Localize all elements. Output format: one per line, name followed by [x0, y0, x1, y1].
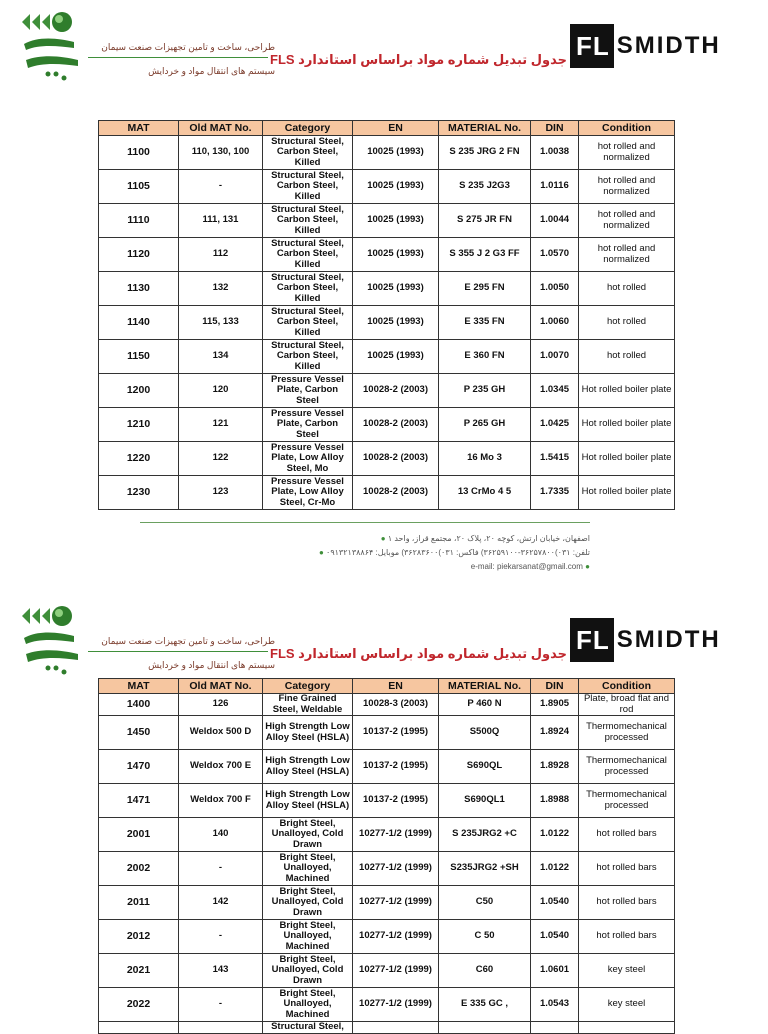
cell-category: Bright Steel, Unalloyed, Cold Drawn: [263, 818, 353, 852]
bullet-icon: ●: [380, 534, 386, 543]
cell-old: 121: [179, 408, 263, 442]
table-header-row: [99, 121, 675, 136]
cell-category: Structural Steel, Carbon Steel, Killed: [263, 136, 353, 170]
cell-en: 10028-3 (2003): [353, 694, 439, 716]
cell-material: S690QL: [439, 750, 531, 784]
column-header: Old MAT No.: [179, 121, 263, 136]
cell-din: 1.0425: [531, 408, 579, 442]
cell-condition: [579, 1022, 675, 1034]
cell-category: High Strength Low Alloy Steel (HSLA): [263, 716, 353, 750]
cell-material: S 235 J2G3: [439, 170, 531, 204]
cell-din: 1.0570: [531, 238, 579, 272]
cell-condition: key steel: [579, 954, 675, 988]
column-header: Condition: [579, 679, 675, 694]
page-header-2: [0, 594, 768, 684]
cell-old: Weldox 500 D: [179, 716, 263, 750]
cell-material: S 235JRG2 +C: [439, 818, 531, 852]
cell-condition: Thermomechanical processed: [579, 750, 675, 784]
cell-en: 10137-2 (1995): [353, 750, 439, 784]
address-text: اصفهان، خیابان ارتش، کوچه ۲۰، پلاک ۲۰، مجتمع قراز، واحد ۱: [387, 534, 590, 543]
table-header-row: [99, 679, 675, 694]
table-row: [99, 306, 675, 340]
table-row: [99, 204, 675, 238]
cell-old: 142: [179, 886, 263, 920]
cell-din: 1.8924: [531, 716, 579, 750]
material-table-2: [98, 678, 675, 1034]
column-header: Old MAT No.: [179, 679, 263, 694]
table-row: [99, 442, 675, 476]
cell-condition: hot rolled bars: [579, 920, 675, 954]
cell-category: Structural Steel,: [263, 1022, 353, 1034]
cell-category: Pressure Vessel Plate, Low Alloy Steel, Mo: [263, 442, 353, 476]
cell-category: Structural Steel, Carbon Steel, Killed: [263, 272, 353, 306]
cell-mat: 1210: [99, 408, 179, 442]
table-row: [99, 818, 675, 852]
table-row: [99, 408, 675, 442]
table-row: [99, 374, 675, 408]
cell-condition: hot rolled and normalized: [579, 136, 675, 170]
footer-phones: [319, 548, 590, 557]
cell-mat: 1220: [99, 442, 179, 476]
cell-mat: 1105: [99, 170, 179, 204]
cell-en: 10028-2 (2003): [353, 442, 439, 476]
cell-din: 1.0122: [531, 818, 579, 852]
tagline-1: طراحی، ساخت و تامین تجهیزات صنعت سیمان: [101, 636, 275, 646]
cell-en: 10277-1/2 (1999): [353, 954, 439, 988]
flsmidth-logo: [570, 618, 721, 662]
cell-condition: Plate, broad flat and rod: [579, 694, 675, 716]
document-title: جدول تبدیل شماره مواد براساس استاندارد FLS: [270, 646, 567, 661]
cell-old: 120: [179, 374, 263, 408]
table-row: [99, 852, 675, 886]
cell-en: 10025 (1993): [353, 136, 439, 170]
cell-category: Bright Steel, Unalloyed, Cold Drawn: [263, 954, 353, 988]
cell-old: 112: [179, 238, 263, 272]
cell-category: Pressure Vessel Plate, Carbon Steel: [263, 408, 353, 442]
cell-category: High Strength Low Alloy Steel (HSLA): [263, 750, 353, 784]
cell-old: 122: [179, 442, 263, 476]
cell-material: E 335 FN: [439, 306, 531, 340]
cell-mat: 2011: [99, 886, 179, 920]
column-header: EN: [353, 121, 439, 136]
cell-en: 10025 (1993): [353, 272, 439, 306]
cell-din: 1.0540: [531, 886, 579, 920]
cell-din: 1.7335: [531, 476, 579, 510]
table-row: [99, 954, 675, 988]
cell-condition: hot rolled: [579, 272, 675, 306]
cell-category: Fine Grained Steel, Weldable: [263, 694, 353, 716]
cell-mat: 1400: [99, 694, 179, 716]
cell-din: [531, 1022, 579, 1034]
table-row: [99, 340, 675, 374]
page-header-1: [0, 0, 768, 90]
cell-material: P 265 GH: [439, 408, 531, 442]
cell-mat: 1471: [99, 784, 179, 818]
phones-text: تلفن: ۰۳۱)۳۶۲۵۷۸۰۰-۳۶۲۵۹۱۰۰) فاکس: ۰۳۱)۳۶۲۸۳۶۰۰) موبایل: ۰۹۱۳۲۱۳۸۸۶۴: [326, 548, 590, 557]
cell-mat: 1150: [99, 340, 179, 374]
cell-mat: 1110: [99, 204, 179, 238]
paykar-logo-icon: [18, 8, 98, 86]
cell-en: 10277-1/2 (1999): [353, 852, 439, 886]
cell-en: 10277-1/2 (1999): [353, 886, 439, 920]
cell-condition: hot rolled and normalized: [579, 204, 675, 238]
cell-en: 10025 (1993): [353, 238, 439, 272]
column-header: DIN: [531, 121, 579, 136]
bullet-icon: ●: [585, 562, 590, 571]
cell-condition: hot rolled bars: [579, 818, 675, 852]
flsmidth-logo-box: FL: [570, 618, 614, 662]
cell-old: -: [179, 170, 263, 204]
paykar-logo-icon: [18, 602, 98, 680]
cell-category: Structural Steel, Carbon Steel, Killed: [263, 340, 353, 374]
cell-old: -: [179, 920, 263, 954]
cell-material: P 460 N: [439, 694, 531, 716]
cell-condition: hot rolled and normalized: [579, 170, 675, 204]
cell-en: 10277-1/2 (1999): [353, 818, 439, 852]
contact-footer: [140, 520, 590, 580]
cell-din: 1.0540: [531, 920, 579, 954]
cell-old: 132: [179, 272, 263, 306]
cell-category: Pressure Vessel Plate, Carbon Steel: [263, 374, 353, 408]
cell-mat: 2012: [99, 920, 179, 954]
cell-old: -: [179, 852, 263, 886]
cell-material: [439, 1022, 531, 1034]
cell-din: 1.8905: [531, 694, 579, 716]
cell-condition: hot rolled bars: [579, 852, 675, 886]
email-text: e-mail: piekarsanat@gmail.com: [470, 562, 583, 571]
cell-en: 10025 (1993): [353, 204, 439, 238]
cell-category: Pressure Vessel Plate, Low Alloy Steel, Cr-Mo: [263, 476, 353, 510]
cell-condition: Hot rolled boiler plate: [579, 442, 675, 476]
cell-din: 1.0543: [531, 988, 579, 1022]
cell-material: C50: [439, 886, 531, 920]
cell-mat: 1130: [99, 272, 179, 306]
cell-material: S 235 JRG 2 FN: [439, 136, 531, 170]
cell-material: S500Q: [439, 716, 531, 750]
cell-mat: 2002: [99, 852, 179, 886]
table-row: [99, 476, 675, 510]
cell-category: Structural Steel, Carbon Steel, Killed: [263, 204, 353, 238]
cell-category: Bright Steel, Unalloyed, Machined: [263, 852, 353, 886]
column-header: Category: [263, 679, 353, 694]
column-header: MAT: [99, 121, 179, 136]
cell-condition: hot rolled and normalized: [579, 238, 675, 272]
cell-condition: hot rolled: [579, 306, 675, 340]
cell-din: 1.0601: [531, 954, 579, 988]
table-row: [99, 170, 675, 204]
green-rule: [88, 57, 268, 58]
cell-mat: 1200: [99, 374, 179, 408]
cell-din: 1.5415: [531, 442, 579, 476]
green-rule: [88, 651, 268, 652]
cell-material: S 275 JR FN: [439, 204, 531, 238]
cell-en: 10025 (1993): [353, 340, 439, 374]
column-header: MATERIAL No.: [439, 121, 531, 136]
table-row: [99, 716, 675, 750]
cell-din: 1.0122: [531, 852, 579, 886]
cell-din: 1.0070: [531, 340, 579, 374]
column-header: DIN: [531, 679, 579, 694]
footer-email: [471, 562, 590, 571]
flsmidth-logo: [570, 24, 721, 68]
table-row: [99, 694, 675, 716]
document-title: جدول تبدیل شماره مواد براساس استاندارد FLS: [270, 52, 567, 67]
cell-mat: 1100: [99, 136, 179, 170]
cell-condition: Thermomechanical processed: [579, 784, 675, 818]
table-row: [99, 238, 675, 272]
cell-material: C 50: [439, 920, 531, 954]
cell-din: 1.0050: [531, 272, 579, 306]
column-header: MAT: [99, 679, 179, 694]
cell-condition: Hot rolled boiler plate: [579, 476, 675, 510]
flsmidth-logo-text: SMIDTH: [616, 32, 721, 59]
cell-en: 10028-2 (2003): [353, 374, 439, 408]
cell-din: 1.8928: [531, 750, 579, 784]
footer-address: [381, 534, 590, 543]
cell-en: 10025 (1993): [353, 170, 439, 204]
cell-material: S 355 J 2 G3 FF: [439, 238, 531, 272]
tagline-1: طراحی، ساخت و تامین تجهیزات صنعت سیمان: [101, 42, 275, 52]
table-row: [99, 920, 675, 954]
cell-mat: 1230: [99, 476, 179, 510]
column-header: Category: [263, 121, 353, 136]
cell-din: 1.0060: [531, 306, 579, 340]
material-table-1: [98, 120, 675, 510]
cell-din: 1.0038: [531, 136, 579, 170]
cell-old: 140: [179, 818, 263, 852]
cell-old: Weldox 700 F: [179, 784, 263, 818]
cell-old: 126: [179, 694, 263, 716]
cell-material: 13 CrMo 4 5: [439, 476, 531, 510]
cell-en: 10137-2 (1995): [353, 716, 439, 750]
cell-mat: 2021: [99, 954, 179, 988]
table-row: [99, 272, 675, 306]
cell-category: Structural Steel, Carbon Steel, Killed: [263, 306, 353, 340]
cell-condition: key steel: [579, 988, 675, 1022]
table-row: [99, 136, 675, 170]
tagline-2: سیستم های انتقال مواد و خردایش: [148, 66, 275, 76]
cell-old: 123: [179, 476, 263, 510]
table-row: [99, 988, 675, 1022]
tagline-2: سیستم های انتقال مواد و خردایش: [148, 660, 275, 670]
cell-condition: hot rolled: [579, 340, 675, 374]
cell-category: Structural Steel, Carbon Steel, Killed: [263, 238, 353, 272]
table-row: [99, 1022, 675, 1034]
cell-material: 16 Mo 3: [439, 442, 531, 476]
table-row: [99, 886, 675, 920]
cell-mat: [99, 1022, 179, 1034]
cell-category: Structural Steel, Carbon Steel, Killed: [263, 170, 353, 204]
cell-material: E 295 FN: [439, 272, 531, 306]
cell-material: E 335 GC ,: [439, 988, 531, 1022]
cell-material: S235JRG2 +SH: [439, 852, 531, 886]
cell-en: [353, 1022, 439, 1034]
cell-category: Bright Steel, Unalloyed, Cold Drawn: [263, 886, 353, 920]
cell-old: 143: [179, 954, 263, 988]
cell-condition: Thermomechanical processed: [579, 716, 675, 750]
cell-material: E 360 FN: [439, 340, 531, 374]
cell-category: Bright Steel, Unalloyed, Machined: [263, 988, 353, 1022]
flsmidth-logo-box: FL: [570, 24, 614, 68]
cell-en: 10277-1/2 (1999): [353, 988, 439, 1022]
cell-old: [179, 1022, 263, 1034]
cell-old: -: [179, 988, 263, 1022]
cell-condition: hot rolled bars: [579, 886, 675, 920]
cell-material: P 235 GH: [439, 374, 531, 408]
cell-old: 111, 131: [179, 204, 263, 238]
cell-old: 110, 130, 100: [179, 136, 263, 170]
column-header: Condition: [579, 121, 675, 136]
cell-mat: 1450: [99, 716, 179, 750]
bullet-icon: ●: [318, 548, 324, 557]
cell-en: 10028-2 (2003): [353, 476, 439, 510]
cell-material: C60: [439, 954, 531, 988]
flsmidth-logo-text: SMIDTH: [616, 626, 721, 653]
cell-en: 10137-2 (1995): [353, 784, 439, 818]
table-row: [99, 784, 675, 818]
cell-mat: 1140: [99, 306, 179, 340]
cell-mat: 1470: [99, 750, 179, 784]
cell-category: High Strength Low Alloy Steel (HSLA): [263, 784, 353, 818]
cell-mat: 2022: [99, 988, 179, 1022]
cell-condition: Hot rolled boiler plate: [579, 408, 675, 442]
cell-din: 1.8988: [531, 784, 579, 818]
cell-old: 134: [179, 340, 263, 374]
cell-din: 1.0116: [531, 170, 579, 204]
column-header: MATERIAL No.: [439, 679, 531, 694]
table-row: [99, 750, 675, 784]
cell-material: S690QL1: [439, 784, 531, 818]
cell-old: Weldox 700 E: [179, 750, 263, 784]
cell-din: 1.0345: [531, 374, 579, 408]
cell-en: 10025 (1993): [353, 306, 439, 340]
cell-mat: 1120: [99, 238, 179, 272]
cell-category: Bright Steel, Unalloyed, Machined: [263, 920, 353, 954]
cell-en: 10277-1/2 (1999): [353, 920, 439, 954]
cell-old: 115, 133: [179, 306, 263, 340]
cell-en: 10028-2 (2003): [353, 408, 439, 442]
cell-din: 1.0044: [531, 204, 579, 238]
column-header: EN: [353, 679, 439, 694]
cell-mat: 2001: [99, 818, 179, 852]
cell-condition: Hot rolled boiler plate: [579, 374, 675, 408]
